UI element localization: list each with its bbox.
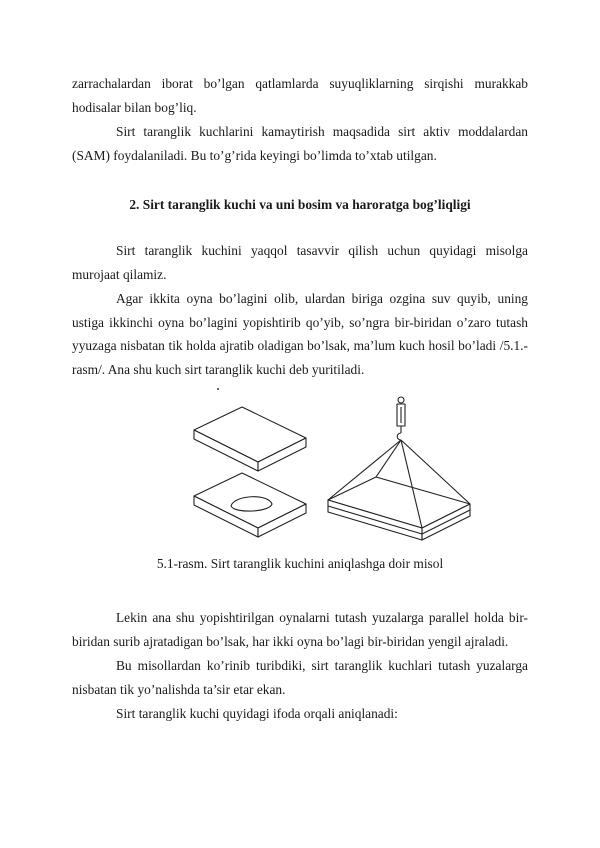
paragraph-2-text: Sirt taranglik kuchlarini kamaytirish maqsadida sirt aktiv moddalardan (SAM) foydalaniladi. Bu to’g’rida keyingi bo’limda to’xtab utilgan. xyxy=(72,124,528,163)
stacked-glass-plates xyxy=(328,477,470,540)
top-glass-plate xyxy=(194,407,306,471)
paragraph-1: zarrachalardan iborat bo’lgan qatlamlarda suyuqliklarning sirqishi murakkab hodisalar bilan bog’liq. xyxy=(72,76,528,115)
paragraph-6-text: Bu misollardan ko’rinib turibdiki, sirt taranglik kuchlari tutash yuzalarga nisbatan tik yo’nalishda ta’sir etar ekan. xyxy=(72,658,528,697)
bottom-glass-plate xyxy=(194,473,306,537)
figure-caption: 5.1-rasm. Sirt taranglik kuchini aniqlashga doir misol xyxy=(156,556,444,571)
paragraph-5-text: Lekin ana shu yopishtirilgan oynalarni tutash yuzalarga parallel holda bir-biridan surib ajratadigan bo’lsak, har ikki oyna bo’lagi bir-biridan yengil ajraladi. xyxy=(72,610,528,649)
section-heading: 2. Sirt taranglik kuchi va uni bosim va haroratga bog’liqligi xyxy=(129,197,471,212)
stray-dot-mark xyxy=(217,388,219,390)
paragraph-6 xyxy=(72,654,528,701)
paragraph-4 xyxy=(72,287,528,381)
figure-glass-plates xyxy=(188,395,478,545)
paragraph-3-text: Sirt taranglik kuchini yaqqol tasavvir qilish uchun quyidagi misolga murojaat qilamiz. xyxy=(72,243,528,282)
paragraph-5 xyxy=(72,606,528,653)
paragraph-7 xyxy=(72,702,528,726)
paragraph-2 xyxy=(72,120,528,167)
paragraph-4-text: Agar ikkita oyna bo’lagini olib, ulardan biriga ozgina suv quyib, uning ustiga ikkinchi oyna bo’lagini yopishtirib qo’yib, so’ngra bir-biridan o’zaro tutash yyuzaga nisbatan tik holda ajratib oladigan bo’lsak, ma’lum kuch hosil bo’ladi /5.1.-rasm/. Ana shu kuch sirt taranglik kuchi deb yuritiladi. xyxy=(72,291,528,377)
paragraph-3 xyxy=(72,239,528,286)
paragraph-7-text: Sirt taranglik kuchi quyidagi ifoda orqali aniqlanadi: xyxy=(116,706,398,721)
spring-balance xyxy=(397,397,405,440)
